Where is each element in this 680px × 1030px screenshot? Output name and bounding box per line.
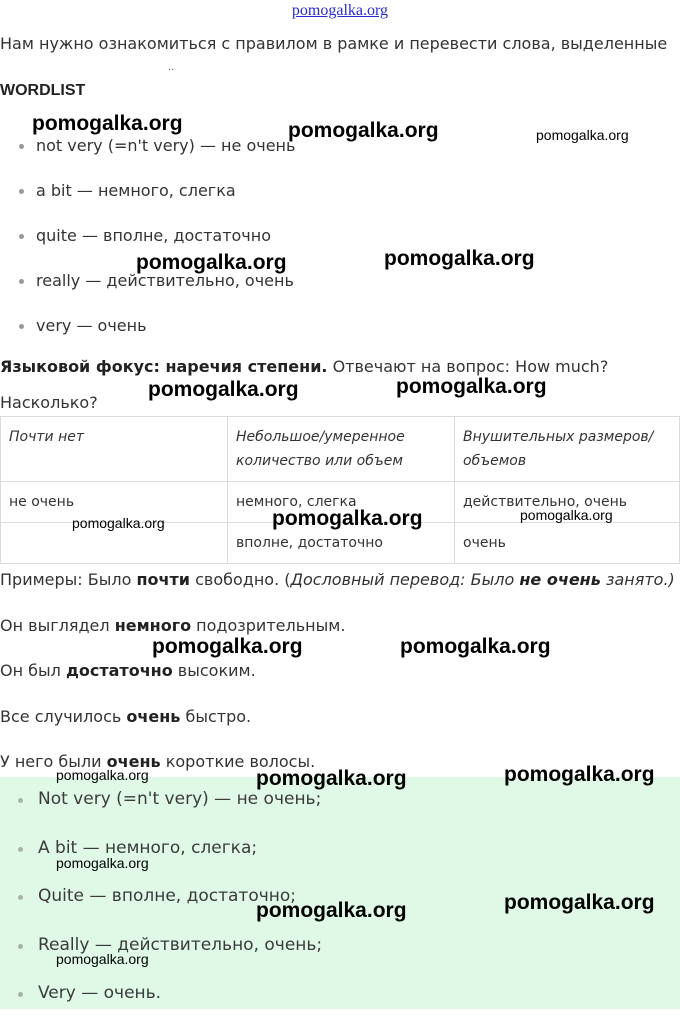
watermark: pomogalka.org	[256, 767, 407, 790]
intro-text: Нам нужно ознакомиться с правилом в рамке и перевести слова, выделенные	[0, 34, 668, 53]
watermark: pomogalka.org	[384, 247, 535, 270]
table-row	[1, 523, 680, 564]
intro-tail: ..	[168, 62, 175, 73]
table-header-row	[1, 417, 680, 482]
table-cell: не очень	[1, 482, 228, 523]
answer-item: Quite — вполне, достаточно;	[18, 884, 322, 933]
watermark: pomogalka.org	[396, 375, 547, 398]
wordlist-item: very — очень	[14, 314, 295, 359]
watermark: pomogalka.org	[504, 763, 655, 786]
table-row	[1, 482, 680, 523]
watermark: pomogalka.org	[504, 891, 655, 914]
watermark: pomogalka.org	[136, 251, 287, 274]
table-cell: действительно, очень	[455, 482, 680, 523]
example-line: Все случилось очень быстро.	[0, 706, 252, 726]
wordlist-item: a bit — немного, слегка	[14, 179, 295, 224]
table-cell	[1, 523, 228, 564]
focus-text: Отвечают на вопрос: How much?	[327, 357, 609, 376]
table-cell: немного, слегка	[228, 482, 455, 523]
focus-text-line2: Насколько?	[0, 393, 98, 412]
example-line: Он был достаточно высоким.	[0, 661, 256, 680]
wordlist-title: WORDLIST	[0, 82, 86, 99]
answer-item: A bit — немного, слегка;	[18, 836, 322, 885]
table-cell: вполне, достаточно	[228, 523, 455, 564]
wordlist	[14, 134, 295, 359]
watermark: pomogalka.org	[400, 635, 551, 658]
focus-heading: Языковой фокус: наречия степени.	[0, 357, 328, 376]
example-line: Примеры: Было почти свободно. (Дословный перевод: Было не очень занято.)	[0, 570, 675, 589]
site-link[interactable]: pomogalka.org	[291, 2, 389, 19]
answer-list	[18, 787, 322, 1030]
wordlist-item: really — действительно, очень	[14, 269, 295, 314]
watermark: pomogalka.org	[32, 112, 183, 135]
watermark: pomogalka.org	[56, 767, 149, 783]
watermark: pomogalka.org	[56, 855, 149, 871]
example-line: У него были очень короткие волосы.	[0, 752, 316, 771]
watermark: pomogalka.org	[148, 378, 299, 401]
example-line: Он выглядел немного подозрительным.	[0, 615, 346, 635]
examples	[0, 568, 680, 796]
watermark: pomogalka.org	[520, 507, 613, 523]
answer-box	[0, 777, 680, 1009]
table-header: Небольшое/умеренное количество или объем	[228, 417, 455, 482]
watermark: pomogalka.org	[288, 119, 439, 142]
watermark: pomogalka.org	[152, 635, 303, 658]
watermark: pomogalka.org	[256, 899, 407, 922]
watermark: pomogalka.org	[272, 507, 423, 530]
table-header: Почти нет	[1, 417, 228, 482]
answer-item: Really — действительно, очень;	[18, 933, 322, 982]
answer-item: Not very (=n't very) — не очень;	[18, 787, 322, 836]
wordlist-item: quite — вполне, достаточно	[14, 224, 295, 269]
table-header: Внушительных размеров/ объемов	[455, 417, 680, 482]
watermark: pomogalka.org	[72, 515, 165, 531]
table-cell: очень	[455, 523, 680, 564]
watermark: pomogalka.org	[56, 951, 149, 967]
language-focus	[0, 349, 680, 421]
watermark: pomogalka.org	[536, 127, 629, 143]
wordlist-item: not very (=n't very) — не очень	[14, 134, 295, 179]
adverbs-table	[0, 416, 680, 564]
answer-item: Very — очень.	[18, 981, 322, 1030]
